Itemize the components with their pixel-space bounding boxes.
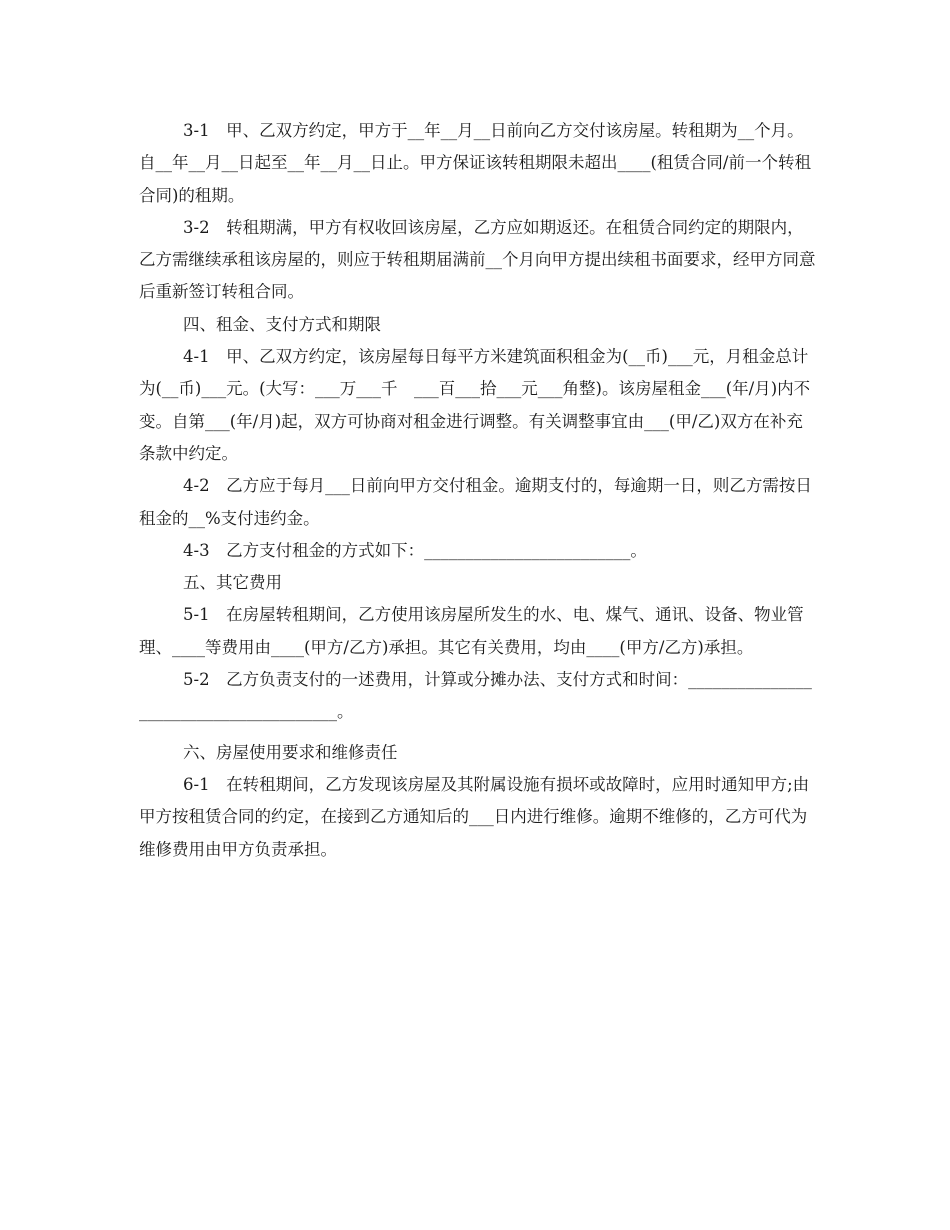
paragraph-gap — [139, 729, 819, 737]
section-heading-other-fees: 五、其它费用 — [183, 573, 282, 593]
clause-5-2: 5-2 乙方负责支付的一述费用，计算或分摊办法、支付方式和时间：_______________________________________。 — [139, 670, 812, 722]
section-heading-rent: 四、租金、支付方式和期限 — [183, 314, 381, 334]
document-body — [139, 115, 819, 866]
clause-3-2: 3-2 转租期满，甲方有权收回该房屋，乙方应如期返还。在租赁合同约定的期限内，乙方需继续承租该房屋的，则应于转租期届满前__个月向甲方提出续租书面要求，经甲方同意后重新签订转租合同。 — [139, 217, 816, 302]
clause-4-1: 4-1 甲、乙双方约定，该房屋每日每平方米建筑面积租金为(__币)___元，月租金总计为(__币)___元。(大写：___万___千 ___百___拾___元___角整)。该房屋租金___(年/月)内不变。自第___(年/月)起，双方可协商对租金进行调整。有关调整事宜由___(甲/乙)双方在补充条款中约定。 — [139, 347, 811, 463]
section-heading-usage-repair: 六、房屋使用要求和维修责任 — [183, 742, 398, 762]
clause-4-2: 4-2 乙方应于每月___日前向甲方交付租金。逾期支付的，每逾期一日，则乙方需按日租金的__%支付违约金。 — [139, 476, 812, 528]
clause-4-3: 4-3 乙方支付租金的方式如下：_________________________。 — [183, 540, 647, 560]
clause-3-1: 3-1 甲、乙双方约定，甲方于__年__月__日前向乙方交付该房屋。转租期为__个月。自__年__月__日起至__年__月__日止。甲方保证该转租期限未超出____(租赁合同/前一个转租合同)的租期。 — [139, 121, 811, 205]
clause-6-1: 6-1 在转租期间，乙方发现该房屋及其附属设施有损坏或故障时，应用时通知甲方;由甲方按租赁合同的约定，在接到乙方通知后的___日内进行维修。逾期不维修的，乙方可代为维修费用由甲方负责承担。 — [139, 774, 810, 859]
clause-5-1: 5-1 在房屋转租期间，乙方使用该房屋所发生的水、电、煤气、通讯、设备、物业管理、____等费用由____(甲方/乙方)承担。其它有关费用，均由____(甲方/乙方)承担。 — [139, 605, 804, 657]
